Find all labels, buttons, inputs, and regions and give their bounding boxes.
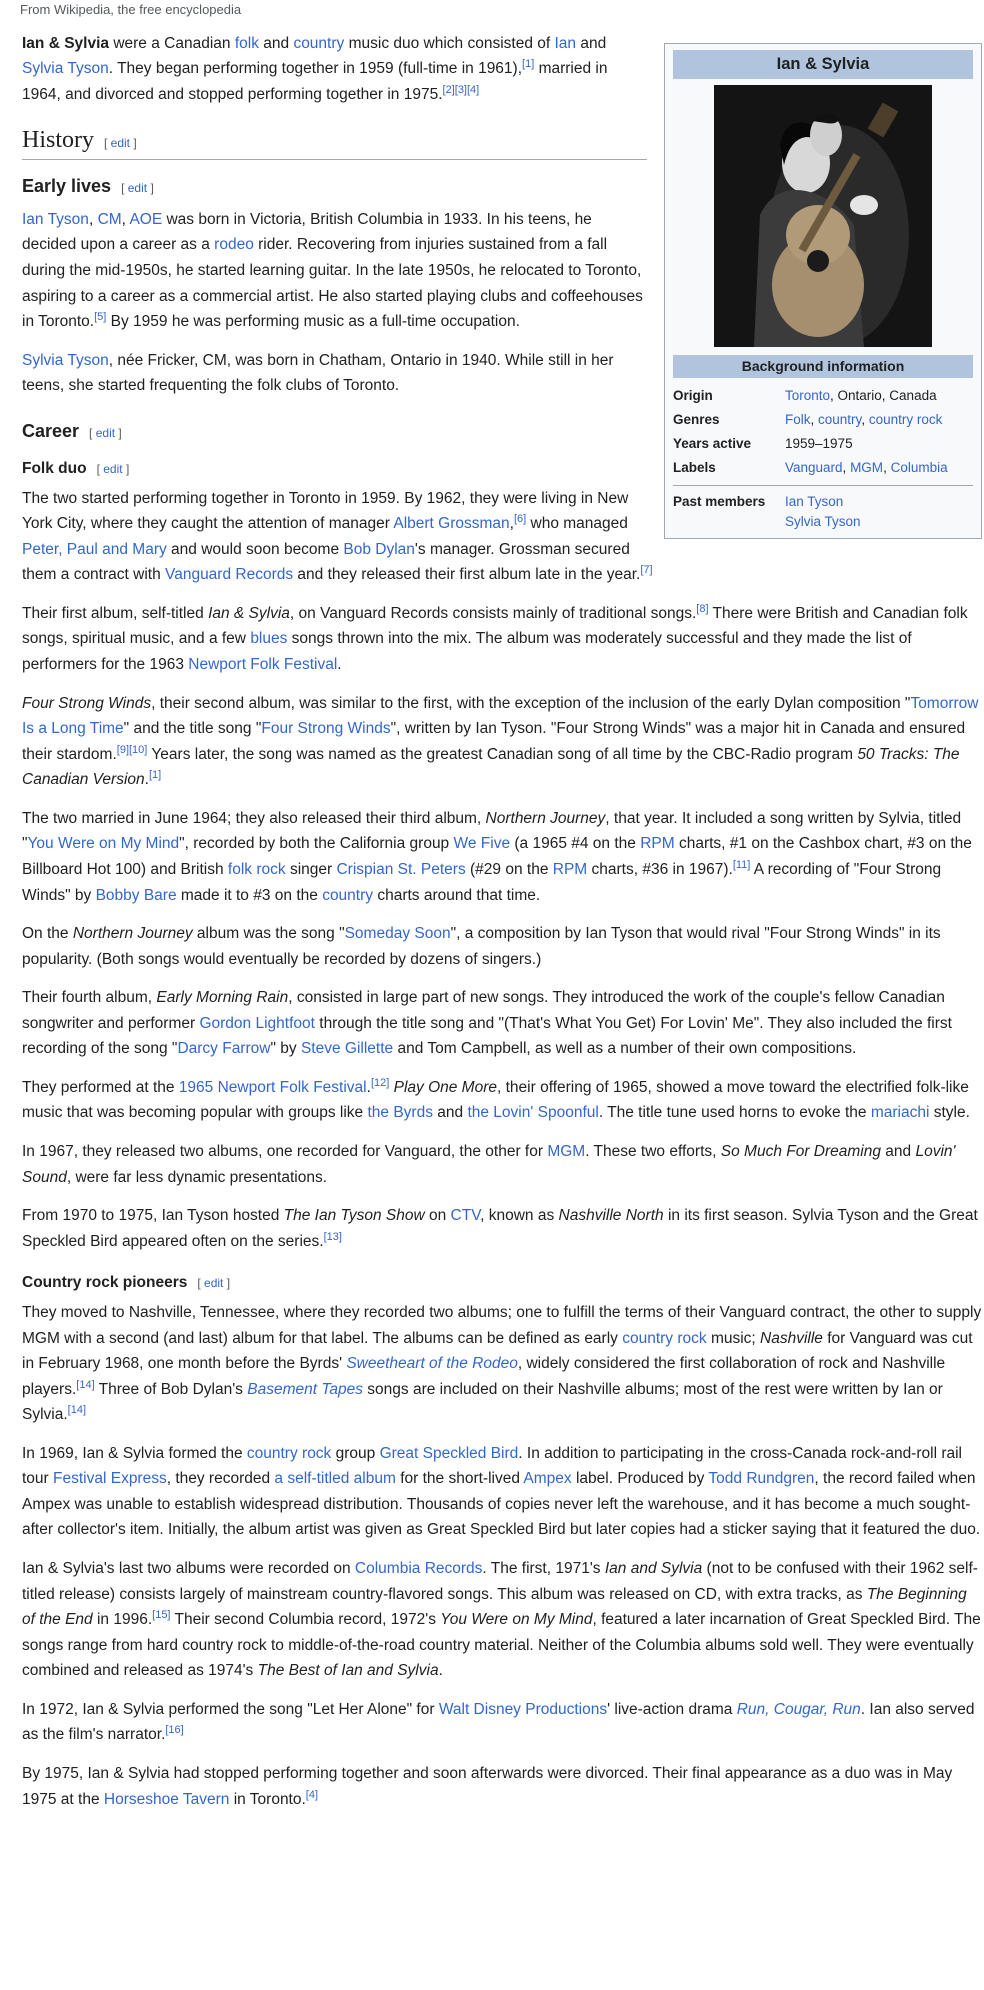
- text-run: and: [881, 1143, 916, 1161]
- text-run: .: [337, 656, 342, 674]
- link-1965-newport-folk-festival[interactable]: 1965 Newport Folk Festival: [178, 1078, 367, 1096]
- member-item: [785, 492, 973, 512]
- text-run: , were far less dynamic presentations.: [66, 1168, 327, 1186]
- text-run: By 1959 he was performing music as a full-time occupation.: [106, 313, 520, 331]
- text-run: charts around that time.: [373, 886, 541, 904]
- paragraph: [22, 806, 982, 908]
- citation: [696, 603, 708, 615]
- infobox-rows: [669, 384, 977, 481]
- citation-ref[interactable]: [1]: [522, 58, 535, 71]
- text-run: The two started performing together in Toronto in 1959. By 1962, they were living in New York City, where they caught the attention of manager: [22, 489, 629, 533]
- link-darcy-farrow[interactable]: Darcy Farrow: [177, 1040, 271, 1058]
- text-run: Years later, the song was named as the greatest Canadian song of all time by the CBC-Radio program: [147, 745, 858, 763]
- text-run: (not to be confused with their 1962 self-titled release) consists largely of mainstream country-flavored songs. This album was released on CD, with extra tracks, as: [22, 1560, 978, 1603]
- text-run: ", written by Ian Tyson. "Four Strong Winds" was a major hit in Canada and ensured their stardom.: [22, 720, 966, 763]
- link-a-self-titled-album[interactable]: a self-titled album: [274, 1470, 396, 1488]
- citation-ref[interactable]: [7]: [640, 564, 653, 577]
- citation: [324, 1231, 342, 1243]
- link-country[interactable]: country: [322, 886, 374, 904]
- text-run: . The first, 1971's: [482, 1560, 605, 1578]
- citation: [152, 1609, 170, 1621]
- text-run: through the title song and "(That's What You Get) For Lovin' Me". They also included the first recording of the song ": [22, 1014, 952, 1058]
- infobox-divider: [673, 485, 973, 486]
- italic-title: Ian and Sylvia: [604, 1560, 703, 1578]
- link-rpm[interactable]: RPM: [552, 860, 588, 878]
- text-run: album was the song ": [192, 925, 345, 943]
- link-sylvia-tyson[interactable]: Sylvia Tyson: [785, 513, 861, 529]
- link-country[interactable]: country: [818, 411, 862, 427]
- link-mgm[interactable]: MGM: [547, 1143, 586, 1161]
- link-aoe[interactable]: AOE: [129, 210, 163, 228]
- text-run: for the short-lived: [395, 1470, 524, 1488]
- link-sylvia-tyson[interactable]: Sylvia Tyson: [22, 60, 109, 78]
- link-toronto[interactable]: Toronto: [785, 387, 831, 403]
- link-ctv[interactable]: CTV: [450, 1207, 481, 1225]
- citation: [68, 1404, 86, 1416]
- text-run: ", a composition by Ian Tyson that would rival "Four Strong Winds" in its popularity. (Both songs would eventually be recorded by dozens of singers.): [22, 925, 941, 968]
- link-newport-folk-festival[interactable]: Newport Folk Festival: [188, 656, 338, 674]
- citation: [514, 513, 526, 525]
- infobox-label: Genres: [673, 411, 720, 427]
- infobox-value: [785, 386, 973, 406]
- text-run: They moved to Nashville, Tennessee, where they recorded two albums; one to fulfill the terms of their Vanguard contract, the other to supply MGM with a second (and last) album for that label. The albums can be defined as early: [22, 1303, 982, 1347]
- infobox: [664, 43, 982, 539]
- text-run: music duo which consisted of: [344, 34, 555, 52]
- text-run: .: [144, 771, 149, 789]
- tagline: From Wikipedia, the free encyclopedia: [20, 2, 242, 17]
- text-run: , their second album, was similar to the first, with the exception of the inclusion of the early Dylan composition ": [151, 694, 911, 712]
- link-rodeo[interactable]: rodeo: [214, 236, 254, 254]
- link-columbia[interactable]: Columbia: [890, 460, 948, 476]
- link-vanguard[interactable]: Vanguard: [785, 460, 843, 476]
- citation-ref[interactable]: [2][3][4]: [442, 83, 480, 96]
- text-run: The two married in June 1964; they also released their third album,: [22, 809, 486, 827]
- text-run: married in 1964, and divorced and stopped performing together in 1975.: [22, 60, 608, 103]
- italic-title: Ian & Sylvia: [208, 604, 290, 622]
- text-run: (a 1965 #4 on the: [510, 835, 641, 853]
- text-run: Three of Bob Dylan's: [94, 1380, 248, 1398]
- infobox-value: [785, 410, 973, 430]
- text-run: In 1972, Ian & Sylvia performed the song "Let Her Alone" for: [22, 1700, 439, 1718]
- link-todd-rundgren[interactable]: Todd Rundgren: [708, 1470, 815, 1488]
- text-run: and they released their first album late in the year.: [293, 566, 641, 584]
- link-walt-disney-productions[interactable]: Walt Disney Productions: [438, 1700, 608, 1718]
- link-the-lovin-spoonful[interactable]: the Lovin' Spoonful: [467, 1104, 599, 1122]
- text-run: , née Fricker, CM, was born in Chatham, Ontario in 1940. While still in her teens, she started frequenting the folk clubs of Toronto.: [22, 351, 614, 395]
- citation: [117, 744, 148, 756]
- citation-ref[interactable]: [12]: [370, 1076, 390, 1089]
- infobox-row-years-active: [669, 432, 977, 456]
- paragraph: [22, 601, 982, 678]
- italic-title: Northern Journey: [72, 925, 193, 943]
- citation-ref[interactable]: [8]: [696, 602, 709, 615]
- link-you-were-on-my-mind[interactable]: You Were on My Mind: [27, 835, 180, 853]
- text-run: ,: [121, 210, 130, 228]
- link-four-strong-winds[interactable]: Four Strong Winds: [261, 720, 391, 738]
- text-run: " and the title song ": [123, 720, 262, 738]
- link-country-rock[interactable]: country rock: [622, 1329, 707, 1347]
- text-run: were a Canadian: [109, 34, 235, 52]
- italic-title: The Ian Tyson Show: [283, 1207, 425, 1225]
- text-run: and Tom Campbell, as well as a number of their own compositions.: [393, 1040, 857, 1058]
- infobox-section-header: Background information: [673, 355, 973, 378]
- link-festival-express[interactable]: Festival Express: [53, 1470, 167, 1488]
- edit-link[interactable]: edit: [103, 461, 123, 476]
- link-columbia-records[interactable]: Columbia Records: [354, 1560, 483, 1578]
- italic-title: 50 Tracks: The Canadian Version: [22, 745, 960, 789]
- text-run: songs thrown into the mix. The album was moderately successful and they made the list of performers for the 1963: [22, 630, 912, 674]
- heading-text: Country rock pioneers: [22, 1274, 188, 1292]
- link-cm[interactable]: CM: [97, 210, 122, 228]
- text-run: ", recorded by both the California group: [179, 835, 454, 853]
- paragraph: [22, 1441, 982, 1543]
- link-country-rock[interactable]: country rock: [868, 411, 943, 427]
- paragraph: [22, 1300, 982, 1428]
- text-run: From 1970 to 1975, Ian Tyson hosted: [22, 1207, 284, 1225]
- citation: [371, 1077, 389, 1089]
- text-run: . Ian also served as the film's narrator.: [22, 1700, 975, 1744]
- text-run: , they recorded: [166, 1470, 275, 1488]
- italic-title: Four Strong Winds: [22, 694, 152, 712]
- text-run: , known as: [480, 1207, 559, 1225]
- link-bob-dylan[interactable]: Bob Dylan: [343, 540, 415, 558]
- citation-ref[interactable]: [5]: [94, 311, 107, 324]
- link-steve-gillette[interactable]: Steve Gillette: [300, 1040, 394, 1058]
- italic-title: Lovin' Sound: [22, 1143, 956, 1186]
- infobox-label: Origin: [673, 387, 713, 403]
- heading-text: History: [22, 127, 94, 154]
- paragraph: [22, 921, 982, 972]
- paragraph: [22, 1075, 982, 1126]
- text-run: and: [432, 1104, 468, 1122]
- infobox-value: [785, 434, 973, 454]
- text-run: On the: [22, 925, 73, 943]
- infobox-row-genres: [669, 408, 977, 432]
- link-sylvia-tyson[interactable]: Sylvia Tyson: [22, 351, 109, 369]
- text-run: , that year. It included a song written by Sylvia, titled ": [22, 809, 962, 853]
- infobox-label: Past members: [673, 493, 766, 509]
- italic-title: The Best of Ian and Sylvia: [257, 1662, 439, 1680]
- edit-link[interactable]: edit: [95, 425, 116, 440]
- citation-ref[interactable]: [15]: [152, 1609, 171, 1622]
- separator: ,: [861, 411, 869, 427]
- link-folk-rock[interactable]: folk rock: [227, 860, 286, 878]
- text-run: . These two efforts,: [585, 1143, 721, 1161]
- link-run-cougar-run[interactable]: Run, Cougar, Run: [736, 1700, 861, 1718]
- paragraph: [22, 1203, 982, 1254]
- text-run: , on Vanguard Records consists mainly of traditional songs.: [289, 604, 697, 622]
- paragraph: [22, 1139, 982, 1190]
- edit-link[interactable]: edit: [110, 136, 131, 151]
- text-run: A recording of "Four Strong Winds" by: [22, 860, 942, 904]
- separator: ,: [810, 411, 819, 427]
- text-run: ' live-action drama: [607, 1700, 737, 1718]
- text-run: , their offering of 1965, showed a move toward the electrified folk-like music that was becoming popular with groups like: [22, 1078, 969, 1122]
- infobox-row-past-members: [669, 490, 977, 535]
- link-horseshoe-tavern[interactable]: Horseshoe Tavern: [103, 1790, 230, 1808]
- text-run: in 1996.: [92, 1611, 153, 1629]
- text-run: , widely considered the first collaboration of rock and Nashville players.: [22, 1355, 946, 1398]
- text-run: singer: [285, 860, 337, 878]
- citation: [94, 311, 106, 323]
- edit-section-folk-duo: [ edit ]: [96, 461, 130, 476]
- link-mariachi[interactable]: mariachi: [870, 1104, 930, 1122]
- link-tomorrow-is-a-long-time[interactable]: Tomorrow Is a Long Time: [22, 694, 979, 738]
- infobox-row-labels: [669, 456, 977, 480]
- infobox-title: Ian & Sylvia: [673, 50, 973, 79]
- paragraph: [22, 1556, 982, 1684]
- text-run: They performed at the: [22, 1078, 179, 1096]
- text-run: style.: [929, 1104, 970, 1122]
- citation-ref[interactable]: [13]: [323, 1230, 342, 1243]
- link-folk[interactable]: Folk: [785, 411, 811, 427]
- citation-ref[interactable]: [16]: [165, 1724, 184, 1737]
- link-ian-tyson[interactable]: Ian Tyson: [785, 493, 844, 509]
- infobox-text: , Ontario, Canada: [830, 387, 937, 403]
- edit-link[interactable]: edit: [204, 1276, 224, 1291]
- citation-ref[interactable]: [1]: [148, 769, 162, 782]
- link-ian[interactable]: Ian: [554, 34, 577, 52]
- link-basement-tapes[interactable]: Basement Tapes: [247, 1380, 363, 1398]
- edit-link[interactable]: edit: [127, 180, 148, 195]
- text-run: 's manager. Grossman secured them a contract with: [22, 540, 630, 584]
- link-someday-soon[interactable]: Someday Soon: [344, 925, 451, 943]
- text-run: .: [438, 1662, 443, 1680]
- country-rock-section: [22, 1300, 982, 1812]
- folk-duo-section: [22, 486, 982, 1255]
- text-run: Their second Columbia record, 1972's: [170, 1611, 441, 1629]
- citation-ref[interactable]: [6]: [513, 513, 527, 526]
- citation: [76, 1379, 94, 1391]
- text-run: and: [576, 34, 607, 52]
- bold-title: Ian & Sylvia: [22, 34, 110, 52]
- heading-history: [22, 125, 647, 159]
- link-albert-grossman[interactable]: Albert Grossman: [393, 515, 510, 533]
- member-item: [785, 512, 973, 532]
- edit-section-career: [ edit ]: [89, 425, 122, 440]
- italic-title: So Much For Dreaming: [720, 1143, 881, 1161]
- text-run: in Toronto.: [229, 1790, 306, 1808]
- text-run: in its first season. Sylvia Tyson and the Great Speckled Bird appeared often on the series.: [22, 1207, 978, 1250]
- text-run: label. Produced by: [571, 1470, 709, 1488]
- text-run: songs are included on their Nashville albums; most of the rest were written by Ian or Sylvia.: [22, 1380, 943, 1424]
- text-run: " by: [270, 1040, 301, 1058]
- link-mgm[interactable]: MGM: [850, 460, 884, 476]
- text-run: , consisted in large part of new songs. They introduced the work of the couple's fellow Canadian songwriter and performer: [22, 989, 945, 1032]
- text-run: and: [258, 34, 294, 52]
- text-run: . They began performing together in 1959 (full-time in 1961),: [108, 60, 523, 78]
- text-run: Their fourth album,: [22, 989, 157, 1007]
- link-vanguard-records[interactable]: Vanguard Records: [165, 566, 294, 584]
- italic-title: Play One More: [393, 1078, 497, 1096]
- heading-country-rock: [22, 1272, 982, 1294]
- paragraph: [22, 985, 982, 1062]
- citation-ref[interactable]: [9][10]: [116, 743, 148, 756]
- text-run: music;: [706, 1329, 761, 1347]
- infobox-label: Years active: [673, 436, 752, 452]
- citation: [443, 84, 480, 96]
- text-run: In 1967, they released two albums, one recorded for Vanguard, the other for: [22, 1143, 548, 1161]
- link-bobby-bare[interactable]: Bobby Bare: [95, 886, 177, 904]
- link-rpm[interactable]: RPM: [640, 835, 675, 853]
- link-gordon-lightfoot[interactable]: Gordon Lightfoot: [199, 1014, 315, 1032]
- citation: [640, 564, 652, 576]
- link-sweetheart-of-the-rodeo[interactable]: Sweetheart of the Rodeo: [346, 1355, 518, 1373]
- italic-title: You Were on My Mind: [440, 1611, 593, 1629]
- duo-photo[interactable]: [714, 85, 932, 347]
- text-run: charts, #36 in 1967).: [587, 860, 733, 878]
- italic-title: Northern Journey: [485, 809, 606, 827]
- text-run: .: [366, 1078, 371, 1096]
- citation-ref[interactable]: [14]: [67, 1404, 87, 1417]
- text-run: ,: [509, 515, 514, 533]
- text-run: , the record failed when Ampex was unable to establish widespread distribution. Thousands of copies never left the warehouse, and it has become a much sought-after collector's item. Initially, the album artist was given as Great Speckled Bird but later copies had a sticker saying that it featured the duo.: [22, 1470, 981, 1539]
- italic-title: Early Morning Rain: [156, 989, 289, 1007]
- citation: [149, 769, 161, 781]
- link-the-byrds[interactable]: the Byrds: [367, 1104, 433, 1122]
- link-country-rock[interactable]: country rock: [246, 1444, 332, 1462]
- citation: [733, 859, 751, 871]
- italic-title: Nashville: [760, 1329, 823, 1347]
- text-run: on: [424, 1207, 451, 1225]
- text-run: There were British and Canadian folk songs, spiritual music, and a few: [22, 604, 968, 648]
- link-great-speckled-bird[interactable]: Great Speckled Bird: [379, 1444, 519, 1462]
- link-peter-paul-and-mary[interactable]: Peter, Paul and Mary: [22, 540, 167, 558]
- edit-section-early-lives: [ edit ]: [121, 180, 154, 195]
- text-run: made it to #3 on the: [176, 886, 323, 904]
- link-country[interactable]: country: [293, 34, 345, 52]
- text-run: , featured a later incarnation of Great Speckled Bird. The songs range from hard country rock to middle-of-the-road country material. Neither of the Columbia albums sold well. They were eventually combined and released as 1974's: [22, 1611, 981, 1680]
- italic-title: Nashville North: [558, 1207, 664, 1225]
- text-run: . The title tune used horns to evoke the: [598, 1104, 871, 1122]
- text-run: for Vanguard was cut in February 1968, one month before the Byrds': [22, 1329, 973, 1373]
- link-crispian-st-peters[interactable]: Crispian St. Peters: [336, 860, 466, 878]
- text-run: was born in Victoria, British Columbia in 1933. In his teens, he decided upon a career as a: [22, 210, 592, 254]
- infobox-value: [785, 458, 973, 478]
- text-run: Their first album, self-titled: [22, 604, 209, 622]
- text-run: rider. Recovering from injuries sustained from a fall during the mid-1950s, he started learning guitar. In the late 1950s, he relocated to Toronto, aspiring to a career as a commercial artist. He also started playing clubs and coffeehouses in Toronto.: [22, 236, 643, 331]
- text-run: group: [331, 1444, 380, 1462]
- text-run: charts, #1 on the Cashbox chart, #3 on the Billboard Hot 100) and British: [22, 835, 972, 878]
- citation: [165, 1724, 183, 1736]
- edit-section-country-rock: [ edit ]: [197, 1276, 231, 1291]
- citation-ref[interactable]: [4]: [305, 1788, 319, 1801]
- infobox-label: Labels: [673, 460, 716, 476]
- text-run: and would soon become: [166, 540, 344, 558]
- infobox-value: [785, 492, 973, 533]
- paragraph: [22, 1761, 982, 1812]
- paragraph: [22, 1697, 982, 1748]
- text-run: By 1975, Ian & Sylvia had stopped performing together and soon afterwards were divorced. Their final appearance as a duo was in May 1975 at the: [22, 1764, 953, 1808]
- article: [22, 0, 982, 1812]
- citation: [522, 58, 534, 70]
- citation-ref[interactable]: [14]: [76, 1378, 95, 1391]
- text-run: Ian & Sylvia's last two albums were recorded on: [22, 1560, 355, 1578]
- link-ampex[interactable]: Ampex: [523, 1470, 572, 1488]
- text-run: who managed: [526, 515, 628, 533]
- link-folk[interactable]: folk: [234, 34, 259, 52]
- heading-text: Career: [22, 420, 80, 441]
- link-blues[interactable]: blues: [250, 630, 288, 648]
- text-run: (#29 on the: [465, 860, 553, 878]
- heading-text: Folk duo: [22, 459, 87, 477]
- paragraph: [22, 691, 982, 793]
- citation-ref[interactable]: [11]: [732, 858, 751, 871]
- text-run: ,: [88, 210, 98, 228]
- infobox-row-origin: [669, 384, 977, 408]
- link-we-five[interactable]: We Five: [453, 835, 511, 853]
- citation: [306, 1789, 318, 1801]
- edit-section-history: [ edit ]: [104, 136, 137, 151]
- infobox-text: 1959–1975: [785, 436, 853, 452]
- separator: ,: [842, 460, 851, 476]
- link-ian-tyson[interactable]: Ian Tyson: [22, 210, 89, 228]
- text-run: In 1969, Ian & Sylvia formed the: [22, 1444, 247, 1462]
- separator: ,: [883, 460, 891, 476]
- heading-text: Early lives: [22, 175, 112, 196]
- italic-title: The Beginning of the End: [22, 1585, 967, 1629]
- text-run: . In addition to participating in the cross-Canada rock-and-roll rail tour: [22, 1444, 962, 1488]
